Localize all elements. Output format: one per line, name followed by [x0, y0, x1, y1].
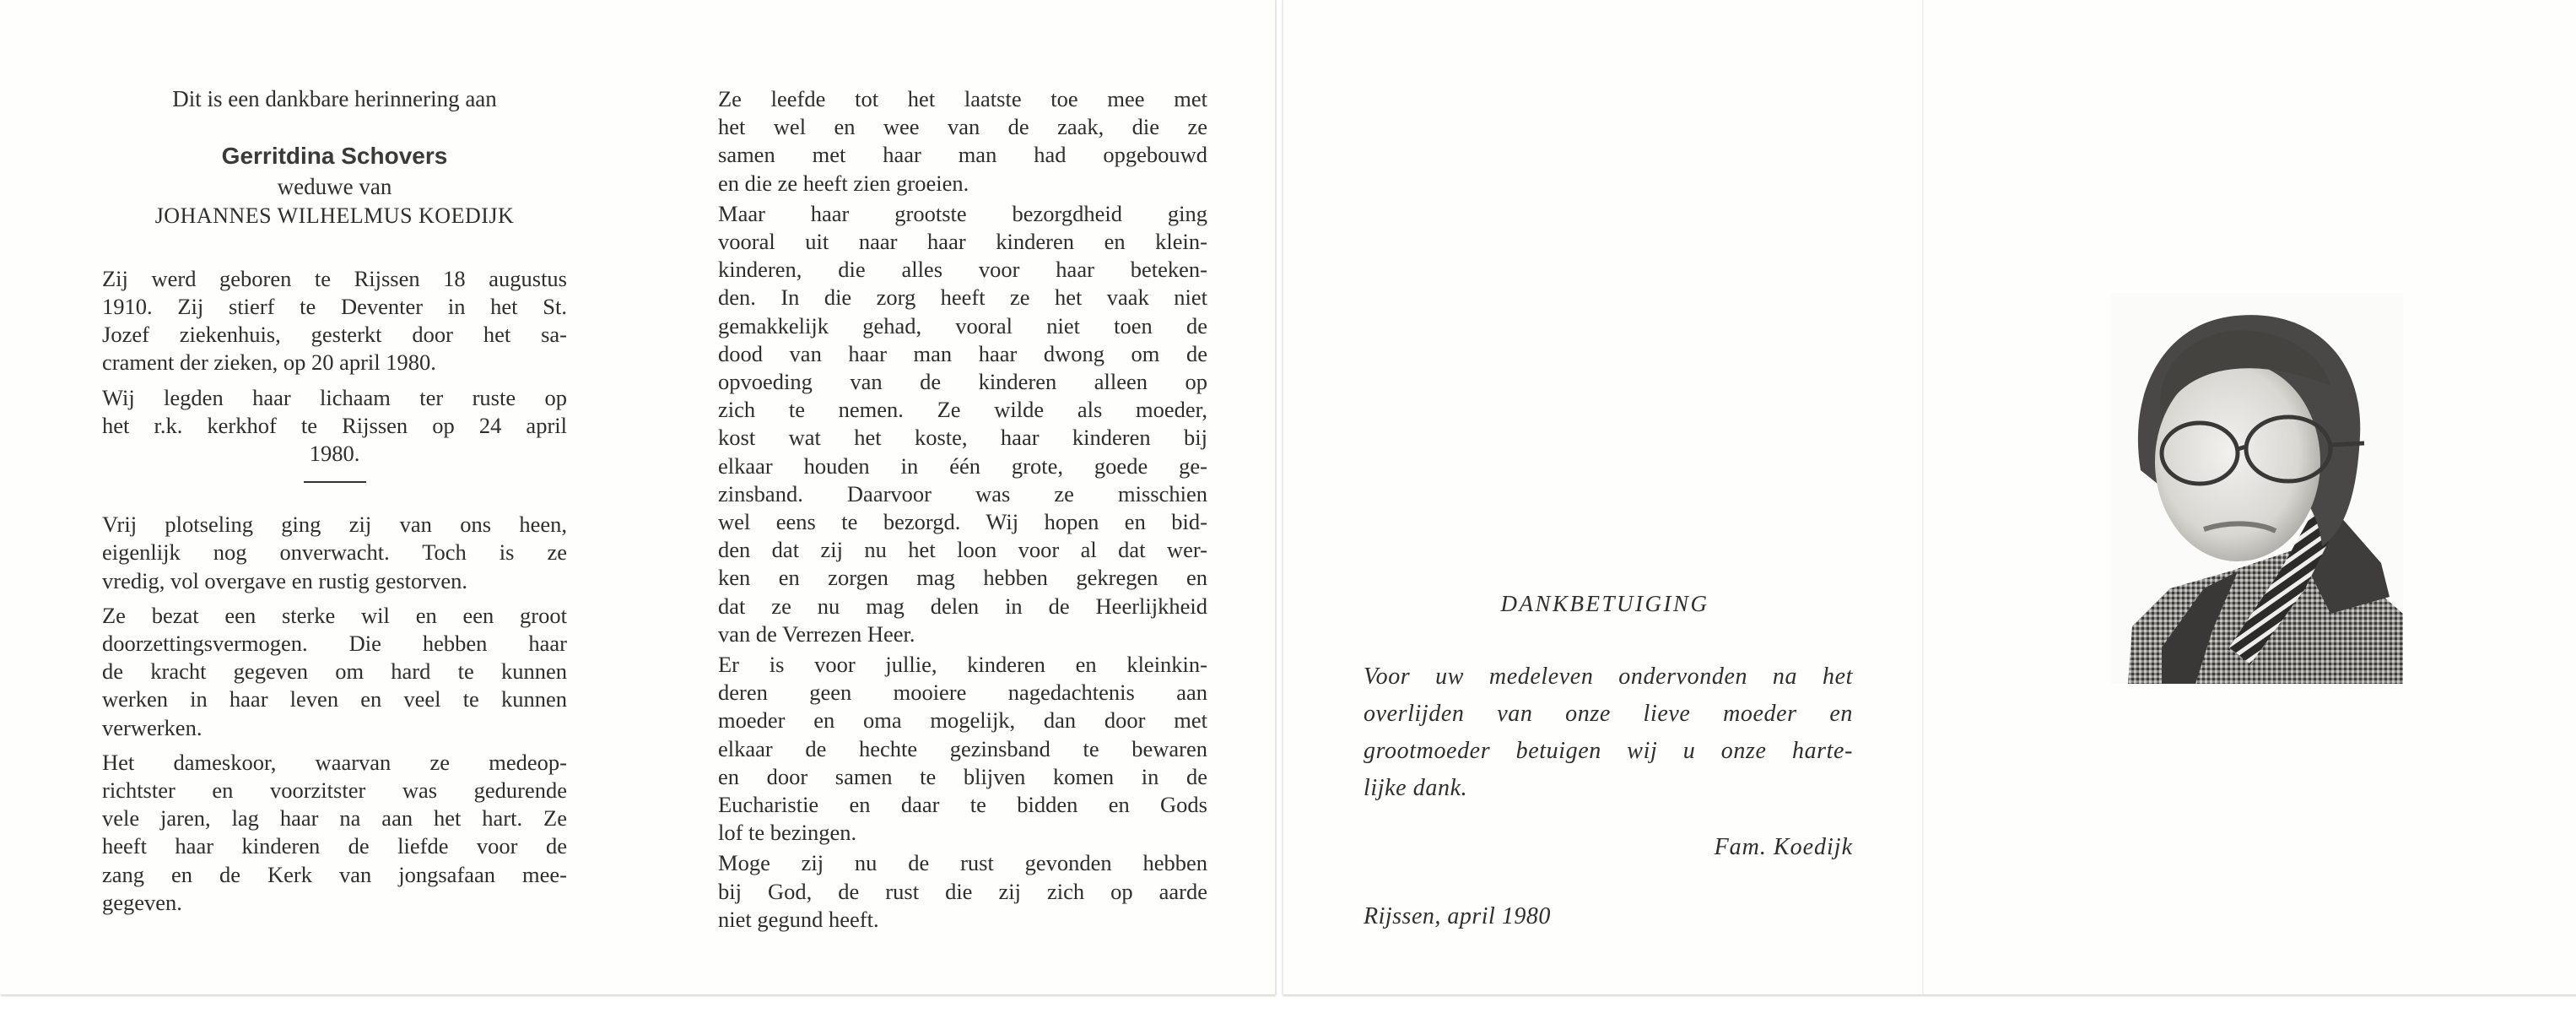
fold-line: [1922, 0, 1924, 994]
portrait-photo: [2111, 293, 2403, 684]
text-line: Zij werd geboren te Rijssen 18 augustus: [102, 265, 567, 291]
text-line: overlijden van onze lieve moeder en: [1364, 701, 1853, 727]
text-line: eigenlijk nog onverwacht. Toch is ze: [102, 539, 567, 566]
text-line: lijke dank.: [1364, 775, 1468, 801]
text-line: elkaar houden in één grote, goede ge-: [718, 452, 1207, 479]
thanks-paragraph: [1364, 658, 1853, 807]
text-line: dat ze nu mag delen in de Heerlijkheid: [718, 593, 1207, 619]
remembrance-paragraph: [718, 651, 1207, 847]
text-line: zinsband. Daarvoor was ze misschien: [718, 480, 1207, 506]
text-line: vredig, vol overgave en rustig gestorven.: [102, 567, 467, 593]
text-line: het wel en wee van de zaak, die ze: [718, 114, 1207, 140]
thanks-title: DANKBETUIGING: [1500, 591, 1709, 616]
text-line: samen met haar man had opgebouwd: [718, 142, 1207, 168]
left-column: [102, 85, 567, 917]
text-line: en door samen te blijven komen in de: [718, 763, 1207, 789]
text-line: den. In die zorg heeft ze het vaak niet: [718, 284, 1207, 311]
text-line: richtster en voorzitster was gedurende: [102, 777, 567, 804]
text-line: moeder en oma mogelijk, dan door met: [718, 707, 1207, 734]
rest-paragraph: [718, 849, 1207, 934]
deceased-name: Gerritdina Schovers: [221, 143, 448, 170]
text-line: vele jaren, lag haar na aan het hart. Ze: [102, 805, 567, 832]
text-line: kost wat het koste, haar kinderen bij: [718, 425, 1207, 451]
text-line: van de Verrezen Heer.: [718, 620, 915, 647]
text-line: den dat zij nu het loon voor al dat wer-: [718, 537, 1207, 563]
birth-death-paragraph: [102, 265, 567, 377]
text-line: gegeven.: [102, 889, 182, 915]
burial-paragraph: [102, 384, 567, 469]
husband-name: JOHANNES WILHELMUS KOEDIJK: [154, 203, 515, 228]
text-line: Moge zij nu de rust gevonden hebben: [718, 850, 1207, 876]
text-line: Vrij plotseling ging zij van ons heen,: [102, 512, 567, 538]
intro-text: Dit is een dankbare herinnering aan: [172, 86, 497, 111]
text-line: Wij legden haar lichaam ter ruste op: [102, 384, 567, 410]
text-line: grootmoeder betuigen wij u onze harte-: [1364, 738, 1853, 764]
text-line: gemakkelijk gehad, vooral niet toen de: [718, 312, 1207, 339]
passing-paragraph: [102, 511, 567, 595]
text-line: Het dameskoor, waarvan ze medeop-: [102, 749, 567, 775]
text-line: 1910. Zij stierf te Deventer in het St.: [102, 294, 567, 320]
thanks-place-date: Rijssen, april 1980: [1364, 903, 1551, 929]
text-line: zang en de Kerk van jongsafaan mee-: [102, 861, 567, 887]
text-line: Ze bezat een sterke wil en een groot: [102, 602, 567, 628]
text-line: en die ze heeft zien groeien.: [718, 170, 969, 196]
text-line: opvoeding van de kinderen alleen op: [718, 369, 1207, 395]
text-line: kinderen, die alles voor haar beteken-: [718, 257, 1207, 283]
character-paragraph: [102, 602, 567, 742]
text-line: wel eens te bezorgd. Wij hopen en bid-: [718, 509, 1207, 535]
text-line: verwerken.: [102, 714, 203, 740]
text-line: vooral uit naar haar kinderen en klein-: [718, 229, 1207, 255]
family-care-paragraph: [718, 200, 1207, 648]
text-line: crament der zieken, op 20 april 1980.: [102, 349, 436, 376]
text-line: 1980.: [309, 441, 360, 467]
text-line: niet gegund heeft.: [718, 906, 879, 932]
text-line: werken in haar leven en veel te kunnen: [102, 686, 567, 712]
thanks-signature: Fam. Koedijk: [1714, 834, 1853, 860]
text-line: doorzettingsvermogen. Die hebben haar: [102, 631, 567, 657]
text-line: heeft haar kinderen de liefde voor de: [102, 833, 567, 859]
widow-of-label: weduwe van: [277, 174, 392, 200]
text-line: Jozef ziekenhuis, gesterkt door het sa-: [102, 322, 567, 348]
text-line: Voor uw medeleven ondervonden na het: [1364, 664, 1853, 690]
text-line: Er is voor jullie, kinderen en kleinkin-: [718, 652, 1207, 678]
text-line: dood van haar man haar dwong om de: [718, 340, 1207, 366]
text-line: bij God, de rust die zij zich op aarde: [718, 878, 1207, 904]
text-line: deren geen mooiere nagedachtenis aan: [718, 680, 1207, 706]
text-line: lof te bezingen.: [718, 820, 857, 846]
text-line: Ze leefde tot het laatste toe mee met: [718, 86, 1207, 111]
text-line: het r.k. kerkhof te Rijssen op 24 april: [102, 412, 567, 438]
choir-paragraph: [102, 749, 567, 917]
text-line: de kracht gegeven om hard te kunnen: [102, 658, 567, 685]
text-line: elkaar de hechte gezinsband te bewaren: [718, 735, 1207, 761]
middle-column: [718, 85, 1207, 934]
text-line: ken en zorgen mag hebben gekregen en: [718, 565, 1207, 591]
text-line: zich te nemen. Ze wilde als moeder,: [718, 397, 1207, 423]
text-line: Maar haar grootste bezorgdheid ging: [718, 200, 1207, 226]
divider-rule: [304, 481, 366, 483]
business-paragraph: [718, 85, 1207, 198]
text-line: Eucharistie en daar te bidden en Gods: [718, 792, 1207, 818]
